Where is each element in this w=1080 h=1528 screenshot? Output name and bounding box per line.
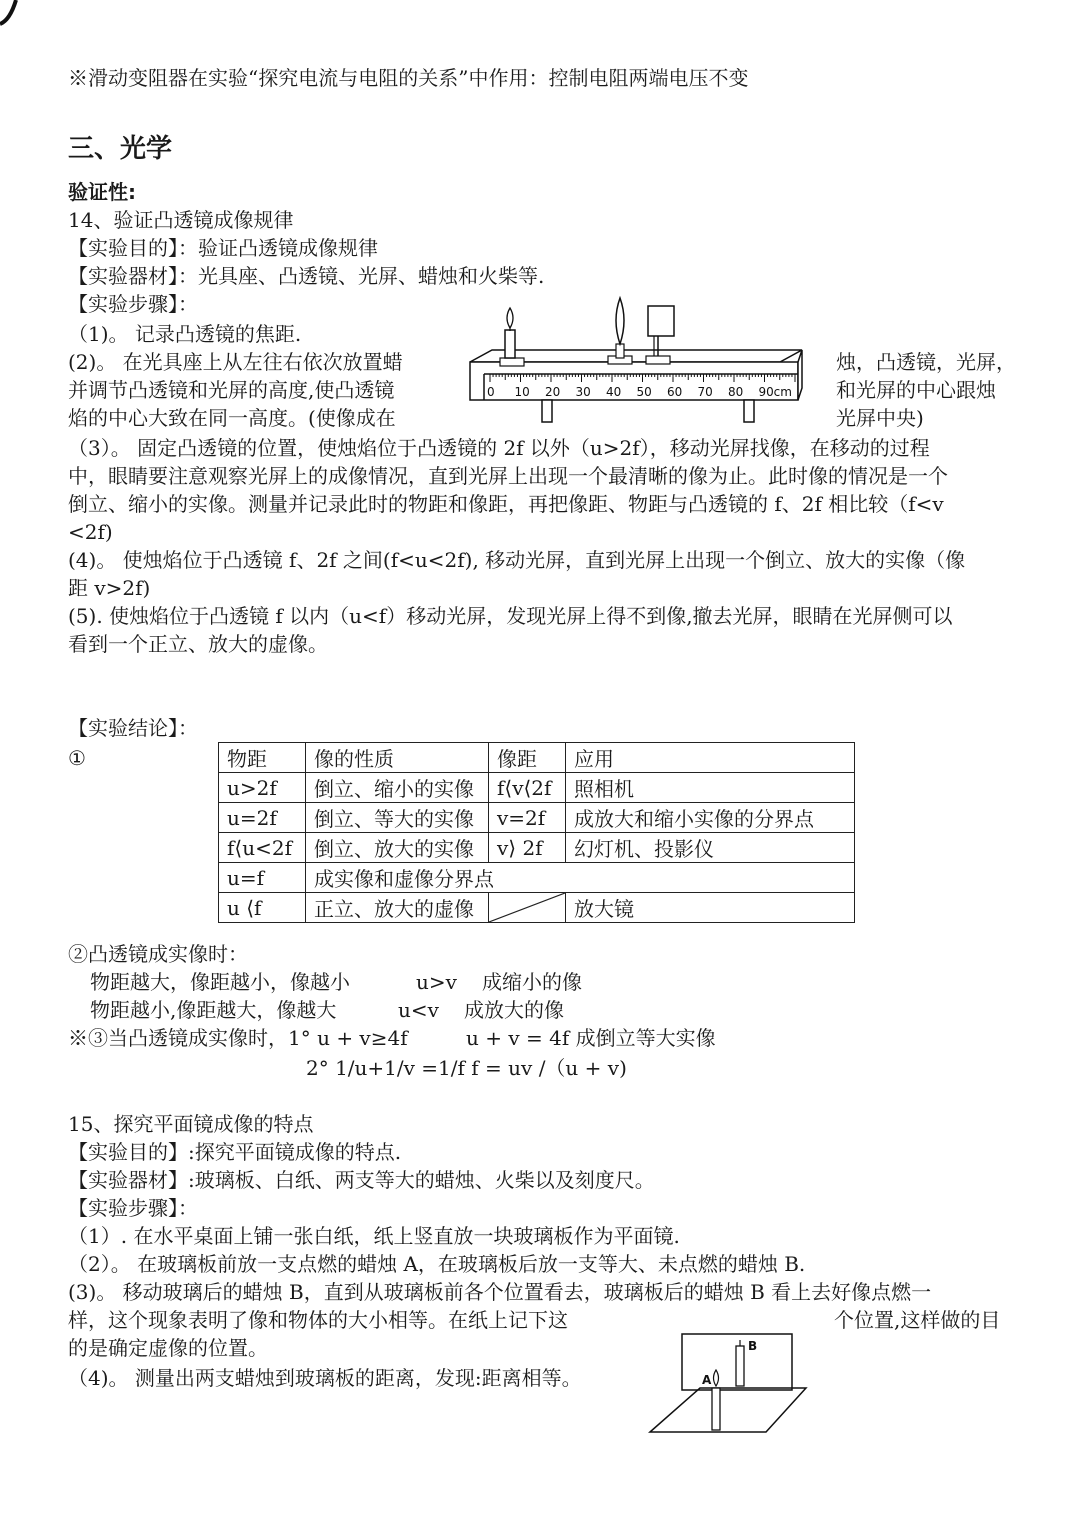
table-row: [219, 833, 855, 863]
table-header: 物距: [219, 743, 306, 773]
conclusion-label: 【实验结论】：: [68, 716, 198, 740]
c2-line2-text: 物距越小,像距越大，像越大: [90, 998, 337, 1022]
candle-b-label: B: [748, 1339, 758, 1353]
exp15-steps-label: 【实验步骤】：: [68, 1196, 198, 1220]
scale-label: 30: [575, 385, 591, 399]
scale-label: 60: [667, 385, 683, 399]
exp15-step3-2: 样，这个现象表明了像和物体的大小相等。在纸上记下这: [68, 1308, 568, 1332]
exp14-steps-label: 【实验步骤】：: [68, 292, 198, 316]
c2-line2-result: 成放大的像: [464, 998, 564, 1022]
table-cell: v⟩ 2f: [489, 833, 566, 863]
exp14-equipment: 【实验器材】：光具座、凸透镜、光屏、蜡烛和火柴等.: [68, 264, 545, 288]
scale-label: 90: [758, 385, 774, 399]
exp14-step3-3: 倒立、缩小的实像。测量并记录此时的物距和像距，再把像距、物距与凸透镜的 f、2f 相比较（f<v: [68, 492, 944, 516]
table-cell: 正立、放大的虚像: [306, 893, 489, 923]
table-cell: u ⟨f: [219, 893, 306, 923]
exp14-step2-right-1: 烛，凸透镜，光屏，: [836, 350, 1016, 374]
table-header: 像的性质: [306, 743, 489, 773]
exp14-title: 14、验证凸透镜成像规律: [68, 208, 294, 232]
exp15-purpose: 【实验目的】:探究平面镜成像的特点.: [68, 1140, 402, 1164]
exp15-step1: （1）. 在水平桌面上铺一张白纸，纸上竖直放一块玻璃板作为平面镜.: [68, 1224, 680, 1248]
exp14-step4-1: (4)。 使烛焰位于凸透镜 f、2f 之间(f<u<2f), 移动光屏，直到光屏上出现一个倒立、放大的实像（像: [68, 548, 966, 572]
table-cell: u>2f: [219, 773, 306, 803]
exp15-step3-3: 个位置,这样做的目: [834, 1308, 1001, 1332]
imaging-table: [218, 742, 855, 923]
top-note: ※滑动变阻器在实验“探究电流与电阻的关系”中作用：控制电阻两端电压不变: [68, 66, 749, 90]
table-cell: 幻灯机、投影仪: [566, 833, 855, 863]
table-cell: 成实像和虚像分界点: [306, 863, 855, 893]
exp15-equipment: 【实验器材】:玻璃板、白纸、两支等大的蜡烛、火柴以及刻度尺。: [68, 1168, 655, 1192]
table-cell: 倒立、等大的实像: [306, 803, 489, 833]
table-header: 像距: [489, 743, 566, 773]
scale-label: 50: [636, 385, 652, 399]
exp15-step3-1: (3)。 移动玻璃后的蜡烛 B，直到从玻璃板前各个位置看去，玻璃板后的蜡烛 B 看上去好像点燃一: [68, 1280, 932, 1304]
c3-line1-b: u + v = 4f 成倒立等大实像: [466, 1026, 716, 1050]
scale-label: 10: [514, 385, 530, 399]
optical-bench-figure: [462, 290, 812, 430]
exp14-step5-2: 看到一个正立、放大的虚像。: [68, 632, 328, 656]
conclusion-1-mark: ①: [68, 746, 86, 770]
exp14-step5-1: (5). 使烛焰位于凸透镜 f 以内（u<f）移动光屏，发现光屏上得不到像,撤去光屏，眼睛在光屏侧可以: [68, 604, 953, 628]
table-cell: u=2f: [219, 803, 306, 833]
exp14-step2-right-3: 光屏中央): [836, 406, 924, 430]
conclusion-2-title: ②凸透镜成实像时：: [68, 942, 248, 966]
exp14-step1: （1)。 记录凸透镜的焦距.: [68, 322, 302, 346]
table-cell: 倒立、缩小的实像: [306, 773, 489, 803]
exp15-step2: （2）。 在玻璃板前放一支点燃的蜡烛 A，在玻璃板后放一支等大、未点燃的蜡烛 B.: [68, 1252, 806, 1276]
exp14-step2-left-2: 并调节凸透镜和光屏的高度,使凸透镜: [68, 378, 395, 402]
corner-mark: [0, 0, 30, 30]
scale-label: 70: [697, 385, 713, 399]
section-title: 三、光学: [68, 134, 173, 164]
c2-line1-relation: u>v: [416, 970, 457, 994]
exp14-step2-left-3: 焰的中心大致在同一高度。(使像成在: [68, 406, 396, 430]
c2-line2-relation: u<v: [398, 998, 439, 1022]
scale-label: 80: [728, 385, 744, 399]
table-row: [219, 863, 855, 893]
c2-line1-result: 成缩小的像: [482, 970, 582, 994]
scale-label: 40: [606, 385, 622, 399]
scale-label: 0: [487, 385, 495, 399]
exp14-step3-2: 中，眼睛要注意观察光屏上的成像情况，直到光屏上出现一个最清晰的像为止。此时像的情况是一个: [68, 464, 948, 488]
table-cell: 成放大和缩小实像的分界点: [566, 803, 855, 833]
exp14-step2-left-1: (2)。 在光具座上从左往右依次放置蜡: [68, 350, 403, 374]
c2-line1-text: 物距越大，像距越小，像越小: [90, 970, 350, 994]
table-header-row: [219, 743, 855, 773]
slash-mark: [489, 893, 565, 922]
table-cell: u=f: [219, 863, 306, 893]
c3-line2: 2° 1/u+1/v =1/f f = uv /（u + v): [306, 1056, 627, 1080]
table-cell: 照相机: [566, 773, 855, 803]
scale-label: 20: [545, 385, 561, 399]
table-row: [219, 773, 855, 803]
exp14-step3-1: （3）。 固定凸透镜的位置，使烛焰位于凸透镜的 2f 以外（u>2f），移动光屏找像，在移动的过程: [68, 436, 930, 460]
table-cell: f⟨v⟨2f: [489, 773, 566, 803]
candle-a-label: A: [702, 1373, 712, 1387]
exp14-step4-2: 距 v>2f): [68, 576, 151, 600]
category-label: 验证性:: [68, 180, 136, 204]
table-cell: 倒立、放大的实像: [306, 833, 489, 863]
plane-mirror-figure: [640, 1326, 820, 1438]
exp15-step4: （4)。 测量出两支蜡烛到玻璃板的距离，发现:距离相等。: [68, 1366, 582, 1390]
table-cell-empty-slash: [489, 893, 566, 923]
table-cell: 放大镜: [566, 893, 855, 923]
table-header: 应用: [566, 743, 855, 773]
exp14-step2-right-2: 和光屏的中心跟烛: [836, 378, 996, 402]
scale-label: cm: [773, 385, 792, 399]
exp15-title: 15、探究平面镜成像的特点: [68, 1112, 314, 1136]
table-row: [219, 893, 855, 923]
table-row: [219, 803, 855, 833]
exp15-step3-4: 的是确定虚像的位置。: [68, 1336, 268, 1360]
exp14-step3-4: <2f): [68, 520, 113, 544]
table-cell: f⟨u<2f: [219, 833, 306, 863]
exp14-purpose: 【实验目的】：验证凸透镜成像规律: [68, 236, 378, 260]
table-cell: v=2f: [489, 803, 566, 833]
c3-line1-a: ※③当凸透镜成实像时，1° u + v≥4f: [68, 1026, 408, 1050]
